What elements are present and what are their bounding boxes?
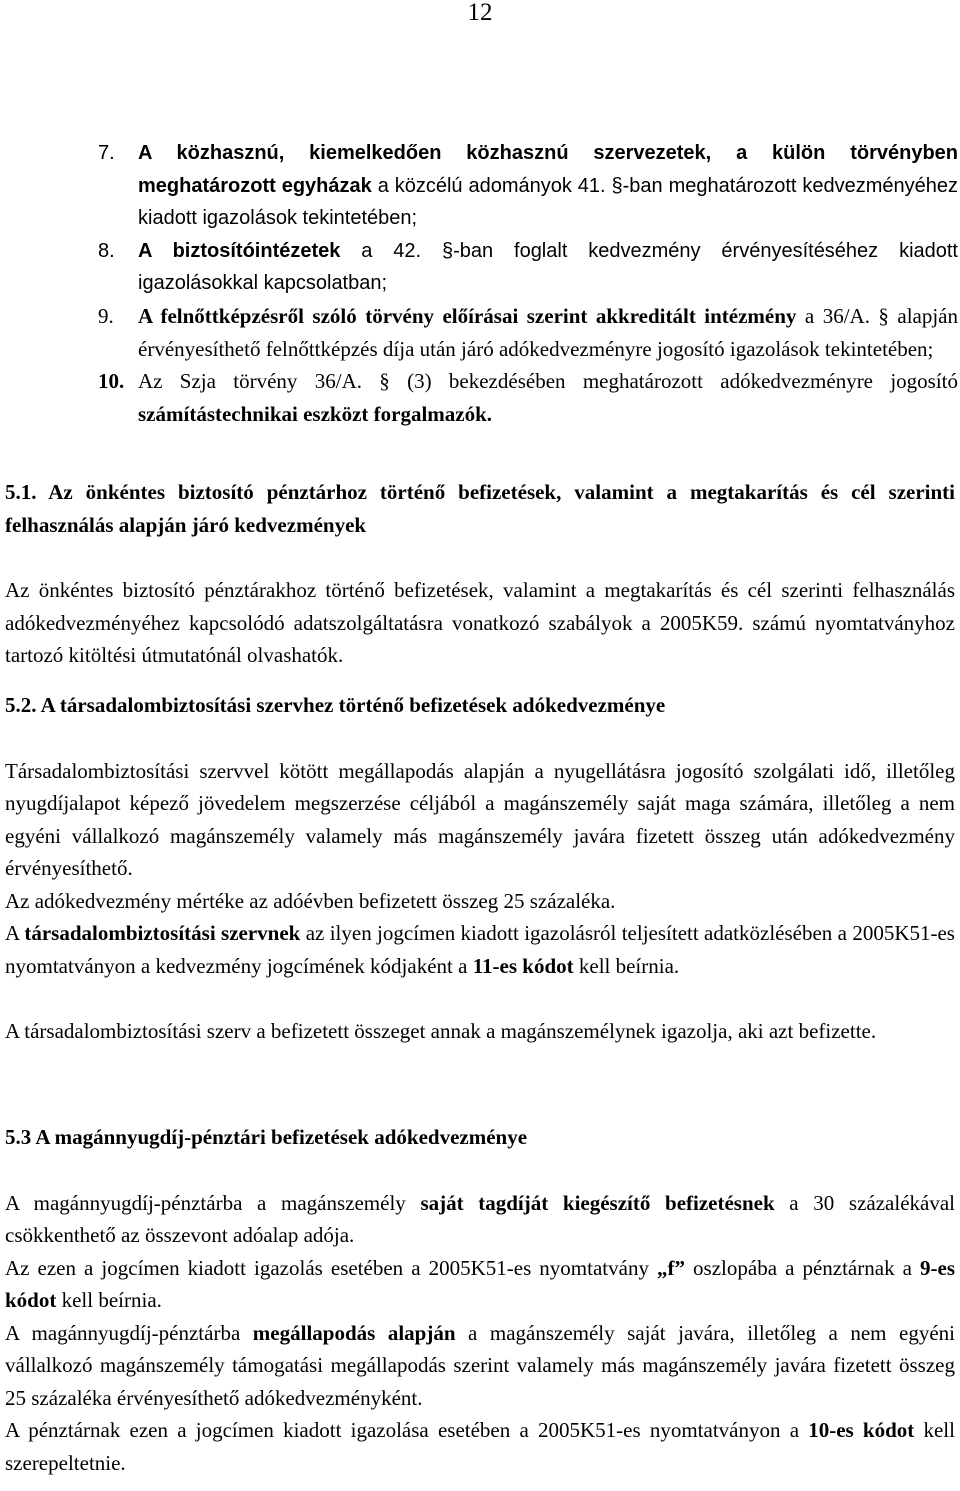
section-heading: 5.3 A magánnyugdíj-pénztári befizetések adókedvezménye: [5, 1125, 528, 1149]
list-item: [98, 300, 958, 365]
paragraph: Az önkéntes biztosító pénztárakhoz történő befizetések, valamint a megtakarítás és cél szerinti felhasználás adókedvezményéhez kapcsolódó adatszolgáltatásra vonatkozó szabályok a 2005K59. számú nyomtatványhoz tartozó kitöltési útmutatónál olvashatók.: [5, 578, 955, 667]
paragraph: A magánnyugdíj-pénztárba megállapodás alapján a magánszemély saját javára, illetőleg a nem egyéni vállalkozó magánszemély támogatási megállapodás szerint valamely más magánszemély javára fizetett összeg 25 százaléka érvényesíthető adókedvezményként.: [5, 1320, 956, 1410]
paragraph: A társadalombiztosítási szerv a befizetett összeget annak a magánszemélynek igazolja, aki azt befizette.: [5, 1019, 877, 1043]
list-item-plain: a 36/A. § alapján érvényesíthető felnőttképzés díja után járó adókedvezményre jogosító igazolások tekintetében;: [138, 303, 959, 361]
list-item-text: [138, 300, 958, 365]
paragraph: Az adókedvezmény mértéke az adóévben befizetett összeg 25 százaléka.: [5, 888, 616, 913]
list-item-number: 8.: [98, 239, 115, 262]
list-item-bold: A biztosítóintézetek: [138, 239, 341, 262]
list-item-text: [138, 137, 958, 235]
section-5-2: [5, 689, 955, 1048]
list-item-number: 10.: [98, 369, 125, 394]
list-item-plain: a 42. §-ban foglalt kedvezmény érvényesítéséhez kiadott igazolásokkal kapcsolatban;: [138, 239, 958, 295]
paragraph: Társadalombiztosítási szervvel kötött megállapodás alapján a nyugellátásra jogosító szolgálati idő, illetőleg nyugdíjalapot képező jövedelem megszerzése céljából a magánszemély saját maga számára, illetőleg a nem egyéni vállalkozó magánszemély valamely más magánszemély javára fizetett összeg után adókedvezmény érvényesíthető.: [5, 758, 955, 880]
paragraph: A magánnyugdíj-pénztárba a magánszemély saját tagdíját kiegészítő befizetésnek a 30 százalékával csökkenthető az összevont adóalap adója.: [5, 1190, 955, 1247]
list-item-plain: a közcélú adományok 41. §-ban meghatározott kedvezményéhez kiadott igazolások tekintetében;: [138, 174, 959, 230]
section-heading: 5.1. Az önkéntes biztosító pénztárhoz történő befizetések, valamint a megtakarítás és cél szerinti felhasználás alapján járó kedvezmények: [5, 480, 955, 537]
list-item: [98, 235, 958, 300]
list-item: [98, 365, 958, 430]
page-number: 12: [467, 0, 493, 26]
institution-list: [98, 137, 958, 430]
section-heading: 5.2. A társadalombiztosítási szervhez történő befizetések adókedvezménye: [5, 693, 666, 717]
paragraph: Az ezen a jogcímen kiadott igazolás esetében a 2005K51-es nyomtatvány „f” oszlopába a pénztárnak a 9-es kódot kell beírnia.: [5, 1255, 955, 1312]
list-item-bold: számítástechnikai eszközt forgalmazók.: [138, 401, 493, 426]
list-item-text: [138, 365, 958, 430]
list-item-bold: A felnőttképzésről szóló törvény előírásai szerint akkreditált intézmény: [138, 303, 797, 328]
list-item-number: 9.: [98, 303, 114, 328]
section-5-3: [5, 1121, 955, 1479]
list-item-number: 7.: [98, 142, 115, 164]
list-item-plain: Az Szja törvény 36/A. § (3) bekezdésében meghatározott adókedvezményre jogosító: [138, 369, 958, 394]
section-5-1: [5, 476, 955, 672]
list-item: [98, 137, 958, 235]
paragraph: A pénztárnak ezen a jogcímen kiadott igazolása esetében a 2005K51-es nyomtatványon a 10-es kódot kell szerepeltetnie.: [5, 1418, 955, 1475]
paragraph: A társadalombiztosítási szervnek az ilyen jogcímen kiadott igazolásról teljesített adatközlésében a 2005K51-es nyomtatványon a kedvezmény jogcímének kódjaként a 11-es kódot kell beírnia.: [5, 921, 955, 978]
list-item-text: [138, 235, 958, 300]
list-item-bold: A közhasznú, kiemelkedően közhasznú szervezetek, a külön törvényben meghatározott egyházak: [138, 142, 958, 197]
